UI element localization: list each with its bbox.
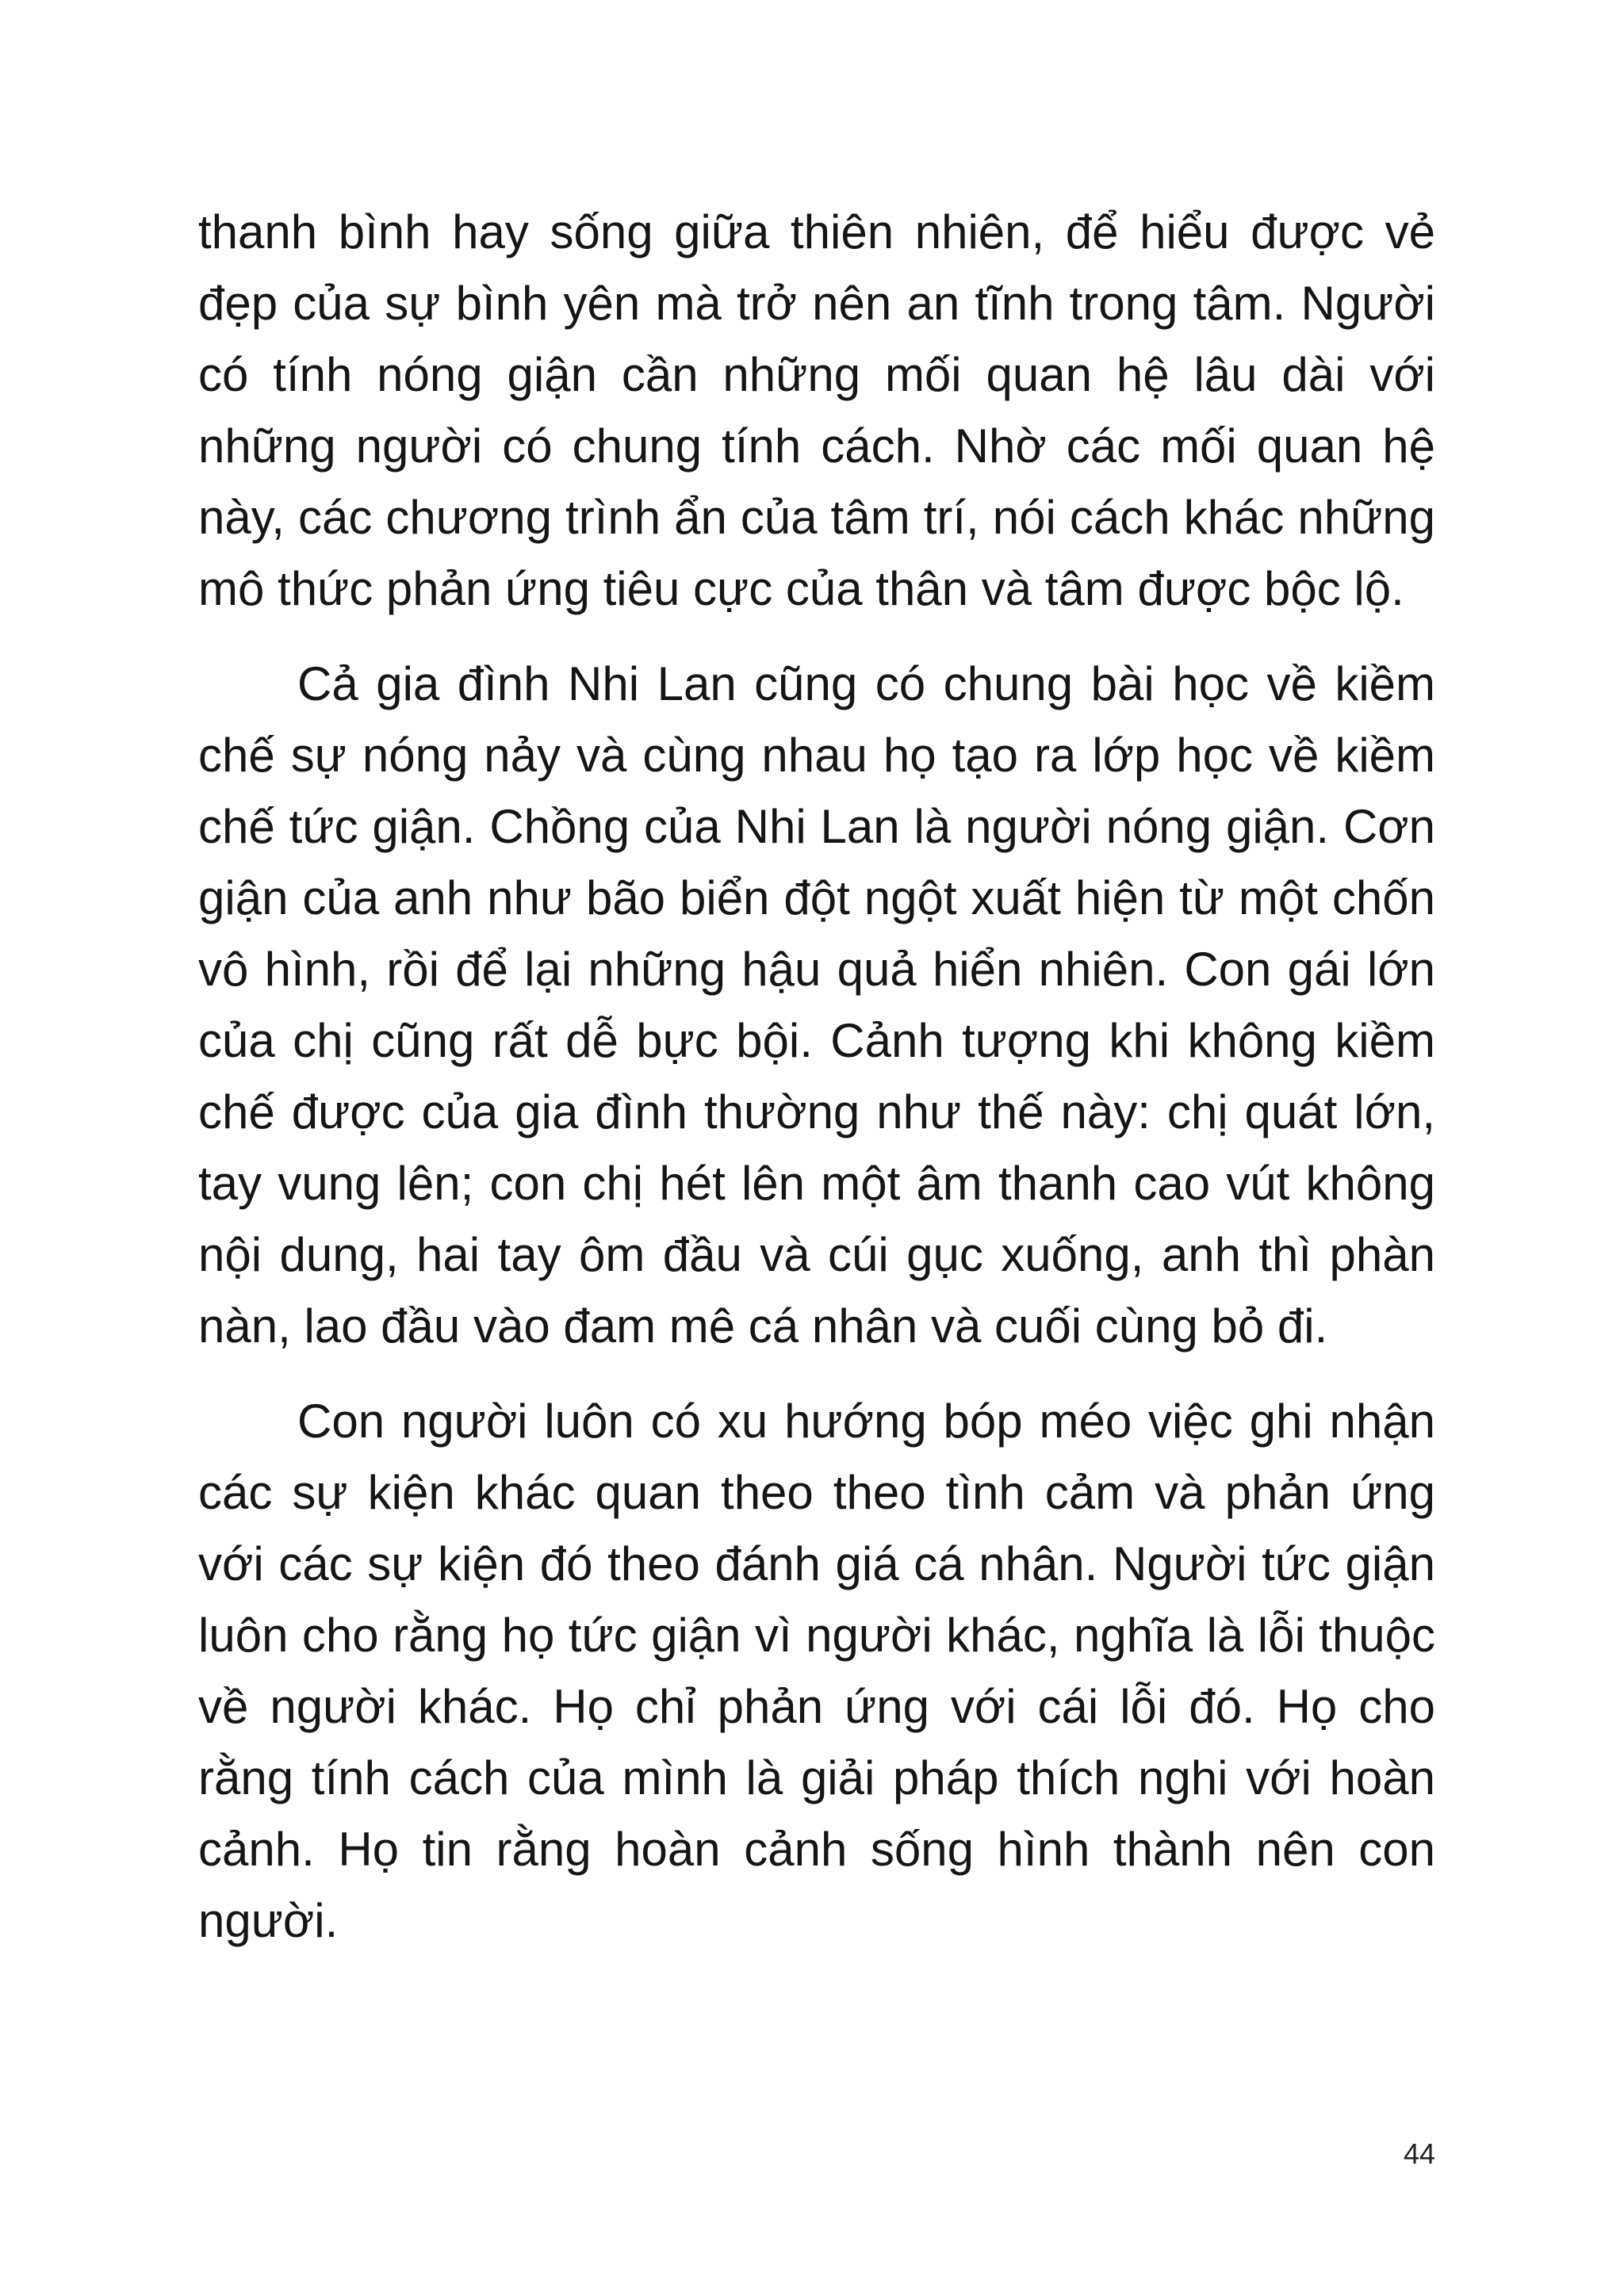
paragraph-distortion: Con người luôn có xu hướng bóp méo việc ghi nhận các sự kiện khác quan theo theo tình cảm và phản ứng với các sự kiện đó theo đánh giá cá nhân. Người tức giận luôn cho rằng họ tức giận vì người khác, nghĩa là lỗi thuộc về người khác. Họ chỉ phản ứng với cái lỗi đó. Họ cho rằng tính cách của mình là giải pháp thích nghi với hoàn cảnh. Họ tin rằng hoàn cảnh sống hình thành nên con người. [198, 1395, 1435, 1947]
paragraph-nhi-lan-family: Cả gia đình Nhi Lan cũng có chung bài học về kiềm chế sự nóng nảy và cùng nhau họ tạo ra lớp học về kiềm chế tức giận. Chồng của Nhi Lan là người nóng giận. Cơn giận của anh như bão biển đột ngột xuất hiện từ một chốn vô hình, rồi để lại những hậu quả hiển nhiên. Con gái lớn của chị cũng rất dễ bực bội. Cảnh tượng khi không kiềm chế được của gia đình thường như thế này: chị quát lớn, tay vung lên; con chị hét lên một âm thanh cao vút không nội dung, hai tay ôm đầu và cúi gục xuống, anh thì phàn nàn, lao đầu vào đam mê cá nhân và cuối cùng bỏ đi. [198, 657, 1435, 1353]
body-text [198, 197, 1435, 1957]
page-number: 44 [1403, 2137, 1435, 2170]
paragraph-continued: thanh bình hay sống giữa thiên nhiên, để hiểu được vẻ đẹp của sự bình yên mà trở nên an tĩnh trong tâm. Người có tính nóng giận cần những mối quan hệ lâu dài với những người có chung tính cách. Nhờ các mối quan hệ này, các chương trình ẩn của tâm trí, nói cách khác những mô thức phản ứng tiêu cực của thân và tâm được bộc lộ. [198, 205, 1435, 615]
